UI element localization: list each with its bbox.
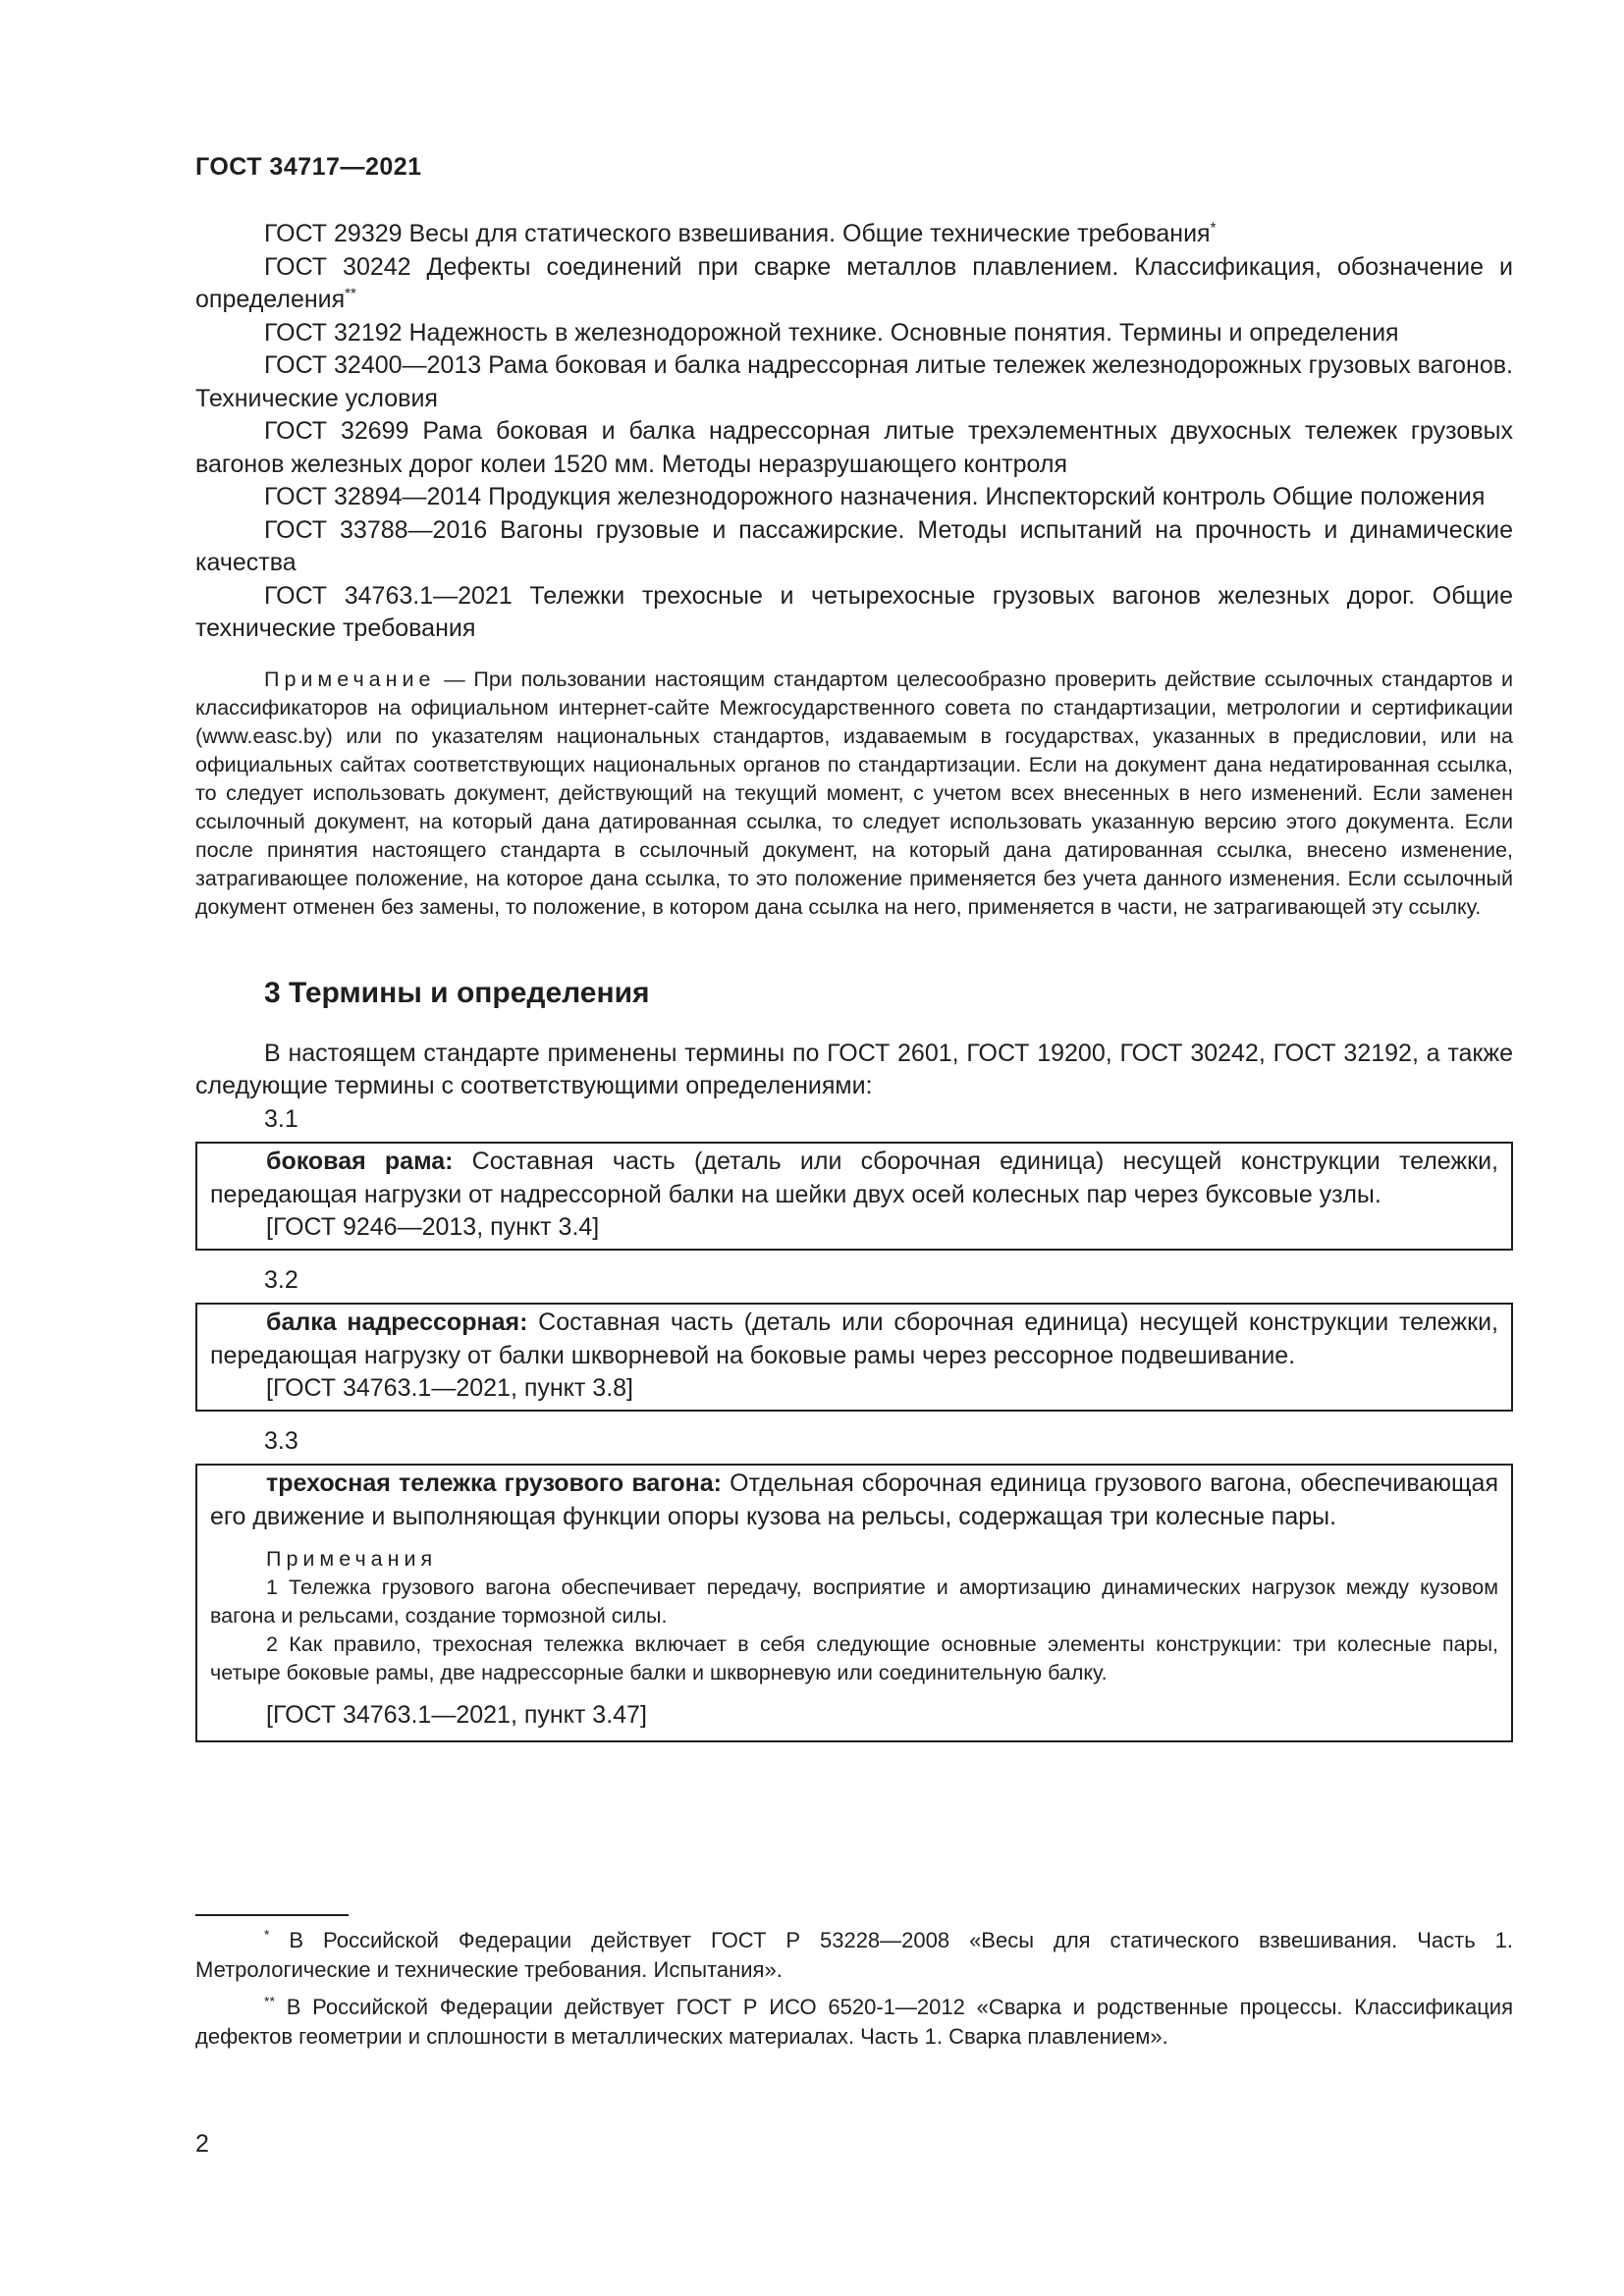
reference-item: ГОСТ 29329 Весы для статического взвешивания. Общие технические требования* (264, 219, 1217, 247)
references-note (195, 666, 1513, 922)
reference-item: ГОСТ 33788—2016 Вагоны грузовые и пассажирские. Методы испытаний на прочность и динамические качества (195, 515, 1513, 576)
reference-item: ГОСТ 32400—2013 Рама боковая и балка надрессорная литые тележек железнодорожных грузовых вагонов. Технические условия (195, 351, 1513, 412)
term-name: трехосная тележка грузового вагона: (266, 1469, 722, 1497)
document-header: ГОСТ 34717—2021 (195, 153, 422, 181)
term-source: [ГОСТ 9246—2013, пункт 3.4] (266, 1213, 600, 1241)
note-text: — При пользовании настоящим стандартом целесообразно проверить действие ссылочных стандартов и классификаторов на официальном интернет-сайте Межгосударственного совета по стандартизации, метрологии и сертификации (www.easc.by) или по указателям национальных стандартов, издаваемым в государствах, указанных в предисловии, или на официальных сайтах соответствующих национальных органов по стандартизации. Если на документ дана недатированная ссылка, то следует использовать документ, действующий на текущий момент, с учетом всех внесенных в него изменений. Если заменен ссылочный документ, на который дана датированная ссылка, то следует использовать указанную версию этого документа. Если после принятия настоящего стандарта в ссылочный документ, на который дана датированная ссылка, внесено изменение, затрагивающее положение, на которое дана ссылка, то это положение применяется без учета данного изменения. Если ссылочный документ отменен без замены, то положение, в котором дана ссылка на него, применяется в части, не затрагивающей эту ссылку. (195, 667, 1513, 919)
footnote-separator (195, 1914, 349, 1916)
reference-item: ГОСТ 34763.1—2021 Тележки трехосные и четырехосные грузовых вагонов железных дорог. Общие технические требования (195, 581, 1513, 642)
footnote: * В Российской Федерации действует ГОСТ Р 53228—2008 «Весы для статического взвешивания. Часть 1. Метрологические и технические требования. Испытания». (195, 1926, 1513, 1982)
footnotes (195, 1926, 1513, 2059)
term-name: балка надрессорная: (266, 1308, 528, 1336)
reference-item: ГОСТ 32699 Рама боковая и балка надрессорная литые трехэлементных двухосных тележек грузовых вагонов железных дорог колеи 1520 мм. Методы неразрушающего контроля (195, 417, 1513, 478)
reference-item: ГОСТ 32894—2014 Продукция железнодорожного назначения. Инспекторский контроль Общие положения (264, 483, 1486, 510)
term-number: 3.3 (264, 1426, 298, 1455)
term-note: 2 Как правило, трехосная тележка включает в себя следующие основные элементы конструкции: три колесные пары, четыре боковые рамы, две надрессорные балки и шкворневую или соединительную балку. (210, 1632, 1498, 1684)
page-number: 2 (195, 2130, 209, 2158)
term-definition: балка надрессорная: Составная часть (деталь или сборочная единица) несущей конструкции тележки, передающая нагрузку от балки шкворневой на боковые рамы через рессорное подвешивание. (210, 1308, 1498, 1369)
term-source: [ГОСТ 34763.1—2021, пункт 3.47] (266, 1701, 647, 1729)
footnote: ** В Российской Федерации действует ГОСТ Р ИСО 6520-1—2012 «Сварка и родственные процессы. Классификация дефектов геометрии и сплошности в металлических материалах. Часть 1. Сварка плавлением». (195, 1993, 1513, 2049)
note-label: Примечание (264, 667, 436, 691)
term-source: [ГОСТ 34763.1—2021, пункт 3.8] (266, 1374, 633, 1402)
term-name: боковая рама: (266, 1148, 454, 1175)
term-definition: трехосная тележка грузового вагона: Отдельная сборочная единица грузового вагона, обеспечивающая его движение и выполняющая функции опоры кузова на рельсы, содержащая три колесные пары. (210, 1469, 1498, 1530)
references-list (195, 218, 1513, 646)
reference-item: ГОСТ 32192 Надежность в железнодорожной технике. Основные понятия. Термины и определения (264, 318, 1399, 347)
section-title: 3 Термины и определения (264, 976, 650, 1009)
term-notes-label: Примечания (266, 1547, 438, 1571)
term-definition: боковая рама: Составная часть (деталь или сборочная единица) несущей конструкции тележки, передающая нагрузки от надрессорной балки на шейки двух осей колесных пар через буксовые узлы. (210, 1148, 1498, 1208)
term-number: 3.2 (264, 1265, 298, 1294)
term-box (195, 1142, 1513, 1251)
term-box (195, 1303, 1513, 1412)
section-intro: В настоящем стандарте применены термины по ГОСТ 2601, ГОСТ 19200, ГОСТ 30242, ГОСТ 32192, а также следующие термины с соответствующими определениями: (195, 1039, 1513, 1099)
term-number: 3.1 (264, 1104, 298, 1133)
document-body (195, 218, 1513, 1742)
term-note: 1 Тележка грузового вагона обеспечивает передачу, восприятие и амортизацию динамических нагрузок между кузовом вагона и рельсами, создание тормозной силы. (210, 1575, 1498, 1628)
term-box (195, 1464, 1513, 1742)
reference-item: ГОСТ 30242 Дефекты соединений при сварке металлов плавлением. Классификация, обозначение и определения** (195, 252, 1513, 313)
